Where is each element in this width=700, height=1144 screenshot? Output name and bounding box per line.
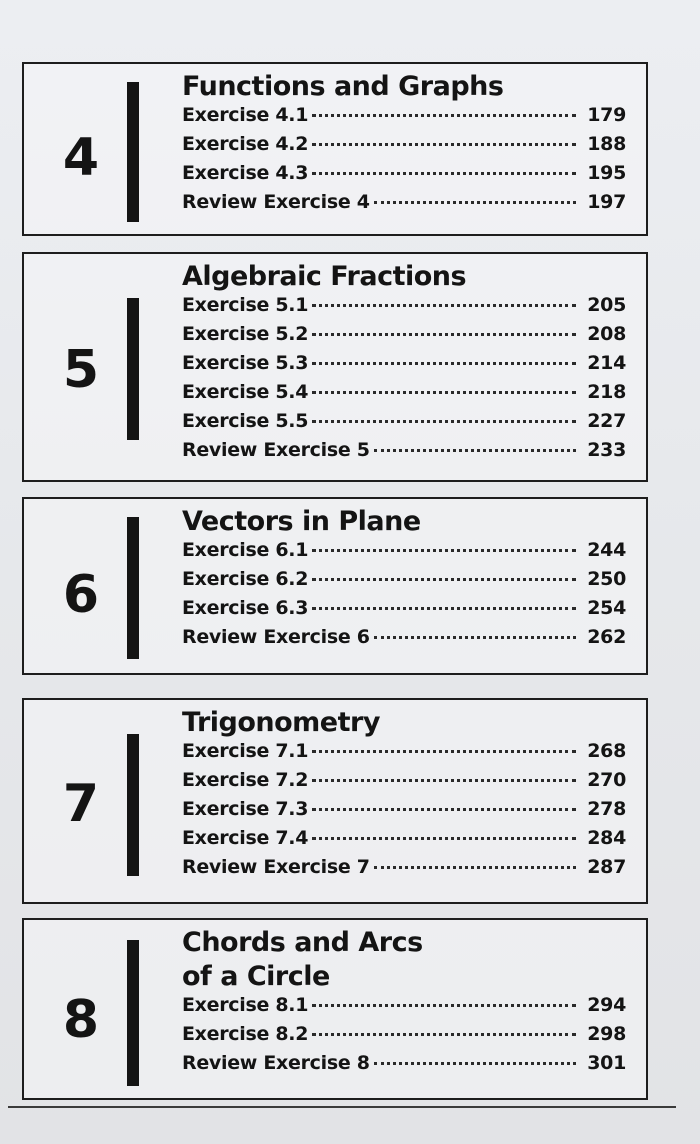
dot-leader <box>312 114 576 117</box>
exercise-row[interactable] <box>182 410 626 439</box>
page-number: 270 <box>587 769 626 791</box>
dot-leader <box>312 304 576 307</box>
exercise-row[interactable] <box>182 769 626 798</box>
exercise-name: Exercise 4.3 <box>182 162 309 184</box>
exercise-row[interactable] <box>182 191 626 220</box>
bottom-rule <box>8 1106 676 1108</box>
chapter-contents <box>182 70 626 220</box>
exercise-row[interactable] <box>182 798 626 827</box>
exercise-name: Exercise 5.2 <box>182 323 309 345</box>
chapter-contents <box>182 706 626 885</box>
dot-leader <box>374 1062 576 1065</box>
chapter-contents <box>182 505 626 655</box>
page-number: 218 <box>587 381 626 403</box>
exercise-row[interactable] <box>182 568 626 597</box>
chapter-divider-bar <box>127 517 139 659</box>
page-number: 301 <box>587 1052 626 1074</box>
page-number: 278 <box>587 798 626 820</box>
dot-leader <box>374 866 576 869</box>
dot-leader <box>312 750 576 753</box>
chapter-divider-bar <box>127 734 139 876</box>
page-number: 205 <box>587 294 626 316</box>
exercise-name: Exercise 4.1 <box>182 104 309 126</box>
exercise-row[interactable] <box>182 740 626 769</box>
exercise-name: Exercise 5.5 <box>182 410 309 432</box>
page-number: 227 <box>587 410 626 432</box>
chapter-contents <box>182 260 626 468</box>
dot-leader <box>312 362 576 365</box>
exercise-name: Exercise 8.2 <box>182 1023 309 1045</box>
exercise-name: Exercise 7.1 <box>182 740 309 762</box>
chapter-title: Algebraic Fractions <box>182 261 467 292</box>
chapter-title-line-1: Chords and Arcs <box>182 927 423 958</box>
exercise-row[interactable] <box>182 827 626 856</box>
chapter-number: 6 <box>62 565 100 625</box>
page-number: 195 <box>587 162 626 184</box>
page-number: 294 <box>587 994 626 1016</box>
dot-leader <box>312 837 576 840</box>
chapter-contents <box>182 926 626 1081</box>
dot-leader <box>312 420 576 423</box>
dot-leader <box>312 549 576 552</box>
exercise-name: Exercise 7.4 <box>182 827 309 849</box>
page-number: 262 <box>587 626 626 648</box>
exercise-name: Exercise 6.3 <box>182 597 309 619</box>
dot-leader <box>312 1004 576 1007</box>
exercise-name: Review Exercise 4 <box>182 191 370 213</box>
exercise-row[interactable] <box>182 626 626 655</box>
dot-leader <box>312 391 576 394</box>
dot-leader <box>312 143 576 146</box>
exercise-name: Exercise 6.2 <box>182 568 309 590</box>
exercise-row[interactable] <box>182 1023 626 1052</box>
chapter-number: 8 <box>62 990 100 1050</box>
page-number: 208 <box>587 323 626 345</box>
exercise-name: Exercise 7.2 <box>182 769 309 791</box>
exercise-name: Exercise 5.4 <box>182 381 309 403</box>
exercise-name: Review Exercise 5 <box>182 439 370 461</box>
exercise-name: Exercise 6.1 <box>182 539 309 561</box>
exercise-name: Review Exercise 8 <box>182 1052 370 1074</box>
exercise-row[interactable] <box>182 539 626 568</box>
dot-leader <box>312 172 576 175</box>
page-number: 197 <box>587 191 626 213</box>
chapter-title: Functions and Graphs <box>182 71 504 102</box>
exercise-row[interactable] <box>182 104 626 133</box>
page-number: 244 <box>587 539 626 561</box>
exercise-row[interactable] <box>182 439 626 468</box>
exercise-name: Exercise 4.2 <box>182 133 309 155</box>
chapter-number: 4 <box>62 128 100 188</box>
dot-leader <box>312 607 576 610</box>
exercise-name: Exercise 5.3 <box>182 352 309 374</box>
dot-leader <box>312 333 576 336</box>
chapter-8-box <box>22 918 648 1100</box>
chapter-number: 5 <box>62 340 100 400</box>
page-number: 287 <box>587 856 626 878</box>
exercise-name: Exercise 8.1 <box>182 994 309 1016</box>
page-number: 214 <box>587 352 626 374</box>
dot-leader <box>312 808 576 811</box>
exercise-row[interactable] <box>182 294 626 323</box>
exercise-row[interactable] <box>182 597 626 626</box>
dot-leader <box>312 1033 576 1036</box>
exercise-name: Exercise 5.1 <box>182 294 309 316</box>
chapter-7-box <box>22 698 648 904</box>
exercise-row[interactable] <box>182 856 626 885</box>
page-number: 268 <box>587 740 626 762</box>
chapter-divider-bar <box>127 82 139 222</box>
dot-leader <box>374 201 576 204</box>
chapter-5-box <box>22 252 648 482</box>
dot-leader <box>312 578 576 581</box>
chapter-4-box <box>22 62 648 236</box>
exercise-row[interactable] <box>182 133 626 162</box>
chapter-number: 7 <box>62 774 100 834</box>
chapter-6-box <box>22 497 648 675</box>
exercise-row[interactable] <box>182 994 626 1023</box>
page-number: 284 <box>587 827 626 849</box>
chapter-title-line-2: of a Circle <box>182 961 330 992</box>
chapter-title: Trigonometry <box>182 707 380 738</box>
chapter-divider-bar <box>127 940 139 1086</box>
exercise-row[interactable] <box>182 381 626 410</box>
page-number: 179 <box>587 104 626 126</box>
exercise-name: Exercise 7.3 <box>182 798 309 820</box>
exercise-name: Review Exercise 6 <box>182 626 370 648</box>
exercise-row[interactable] <box>182 162 626 191</box>
chapter-title: Vectors in Plane <box>182 506 421 537</box>
page-number: 188 <box>587 133 626 155</box>
exercise-row[interactable] <box>182 323 626 352</box>
page-number: 298 <box>587 1023 626 1045</box>
exercise-name: Review Exercise 7 <box>182 856 370 878</box>
dot-leader <box>374 449 576 452</box>
page-number: 250 <box>587 568 626 590</box>
exercise-row[interactable] <box>182 352 626 381</box>
exercise-row[interactable] <box>182 1052 626 1081</box>
page-number: 233 <box>587 439 626 461</box>
dot-leader <box>374 636 576 639</box>
dot-leader <box>312 779 576 782</box>
page-number: 254 <box>587 597 626 619</box>
chapter-divider-bar <box>127 298 139 440</box>
